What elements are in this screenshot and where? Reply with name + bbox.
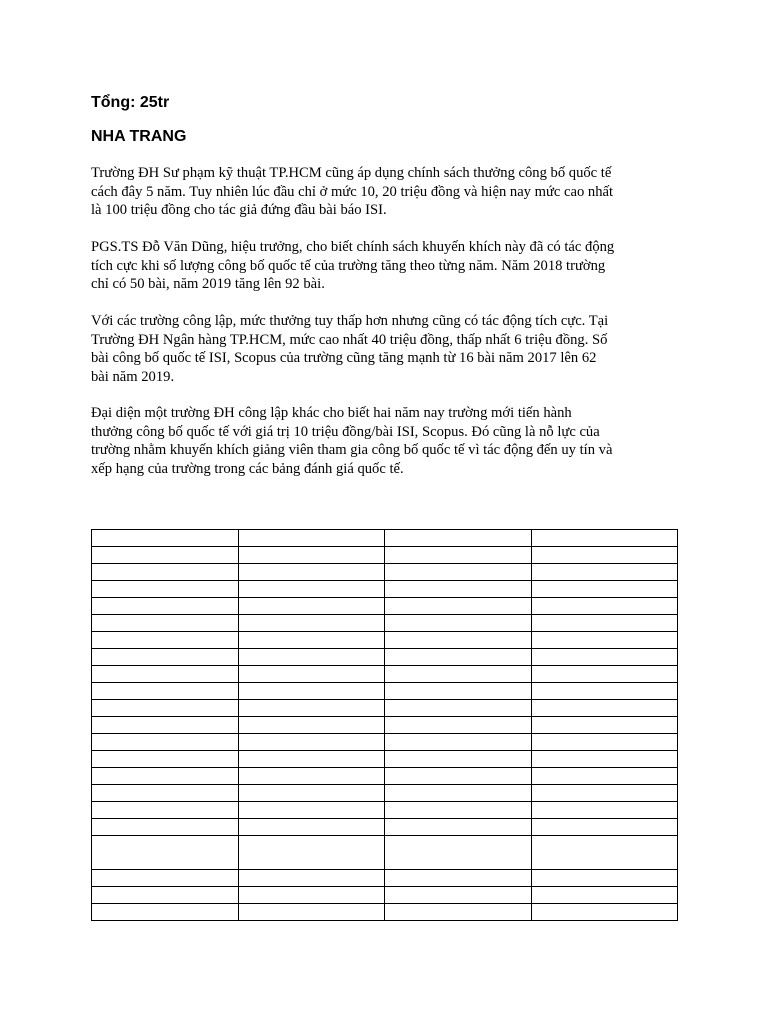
table-row (92, 819, 678, 836)
table-cell (92, 615, 239, 632)
paragraph-2 (91, 238, 691, 294)
table-body (92, 530, 678, 921)
table-cell (385, 683, 532, 700)
table-cell (238, 887, 385, 904)
paragraph-line: xếp hạng của trường trong các bảng đánh giá quốc tế. (91, 460, 404, 477)
table-cell (531, 734, 678, 751)
table-cell (385, 547, 532, 564)
table-cell (92, 887, 239, 904)
table-cell (531, 802, 678, 819)
table-cell (92, 785, 239, 802)
table-cell (385, 717, 532, 734)
table-cell (92, 564, 239, 581)
table-cell (238, 615, 385, 632)
table-cell (385, 564, 532, 581)
paragraph-line: bài năm 2019. (91, 368, 175, 385)
paragraph-line: Trường ĐH Ngân hàng TP.HCM, mức cao nhất 40 triệu đồng, thấp nhất 6 triệu đồng. Số (91, 331, 608, 348)
table-cell (238, 598, 385, 615)
table-cell (531, 785, 678, 802)
table-cell (92, 530, 239, 547)
table-row (92, 836, 678, 870)
table-cell (531, 547, 678, 564)
table-cell (531, 632, 678, 649)
table-cell (531, 666, 678, 683)
table-cell (238, 564, 385, 581)
table-cell (92, 751, 239, 768)
table-cell (92, 717, 239, 734)
table-cell (92, 632, 239, 649)
table-row (92, 768, 678, 785)
table-row (92, 615, 678, 632)
table-cell (92, 700, 239, 717)
table-cell (531, 768, 678, 785)
table-cell (238, 904, 385, 921)
table-cell (385, 819, 532, 836)
table-cell (531, 530, 678, 547)
table-cell (92, 802, 239, 819)
table-cell (531, 836, 678, 870)
table-cell (531, 683, 678, 700)
paragraph-3 (91, 312, 691, 386)
paragraph-line: tích cực khi số lượng công bố quốc tế của trường tăng theo từng năm. Năm 2018 trường (91, 257, 606, 274)
table-cell (92, 734, 239, 751)
table-row (92, 632, 678, 649)
table-cell (531, 581, 678, 598)
paragraph-line: thưởng công bố quốc tế với giá trị 10 triệu đồng/bài ISI, Scopus. Đó cũng là nỗ lực của (91, 423, 600, 440)
table-cell (531, 700, 678, 717)
table-cell (92, 836, 239, 870)
table-row (92, 530, 678, 547)
paragraph-line: cách đây 5 năm. Tuy nhiên lúc đầu chỉ ở mức 10, 20 triệu đồng và hiện nay mức cao nhất (91, 183, 614, 200)
table-row (92, 870, 678, 887)
table-cell (385, 615, 532, 632)
table-cell (238, 666, 385, 683)
table-cell (385, 904, 532, 921)
table-cell (238, 649, 385, 666)
table-cell (385, 734, 532, 751)
paragraph-line: là 100 triệu đồng cho tác giả đứng đầu bài báo ISI. (91, 202, 387, 219)
table-cell (92, 768, 239, 785)
table-row (92, 785, 678, 802)
table-cell (385, 836, 532, 870)
paragraph-line: bài công bố quốc tế ISI, Scopus của trường cũng tăng mạnh từ 16 bài năm 2017 lên 62 (91, 350, 597, 367)
table-row (92, 751, 678, 768)
table-row (92, 904, 678, 921)
table-row (92, 802, 678, 819)
table-cell (92, 598, 239, 615)
table-cell (238, 632, 385, 649)
table-cell (92, 904, 239, 921)
table-row (92, 683, 678, 700)
table-cell (238, 819, 385, 836)
section-heading: NHA TRANG (91, 128, 187, 145)
table-cell (92, 870, 239, 887)
table-cell (531, 751, 678, 768)
table-cell (385, 700, 532, 717)
table-cell (238, 870, 385, 887)
table-row (92, 649, 678, 666)
table-cell (238, 734, 385, 751)
table-cell (531, 904, 678, 921)
table-cell (531, 717, 678, 734)
table-cell (385, 598, 532, 615)
table-cell (385, 751, 532, 768)
table-row (92, 547, 678, 564)
table-cell (531, 615, 678, 632)
table-cell (385, 785, 532, 802)
table-cell (385, 649, 532, 666)
table-cell (92, 581, 239, 598)
paragraph-1 (91, 164, 691, 220)
table-cell (238, 700, 385, 717)
table-row (92, 581, 678, 598)
table-cell (238, 547, 385, 564)
empty-table (91, 529, 678, 921)
table-cell (385, 581, 532, 598)
table-cell (531, 887, 678, 904)
table-cell (531, 598, 678, 615)
paragraph-line: PGS.TS Đỗ Văn Dũng, hiệu trưởng, cho biết chính sách khuyến khích này đã có tác động (91, 239, 615, 255)
paragraph-line: Với các trường công lập, mức thưởng tuy thấp hơn nhưng cũng có tác động tích cực. Tại (91, 313, 609, 329)
table-cell (385, 666, 532, 683)
total-heading: Tổng: 25tr (91, 94, 170, 111)
table-cell (238, 581, 385, 598)
paragraph-line: Trường ĐH Sư phạm kỹ thuật TP.HCM cũng áp dụng chính sách thưởng công bố quốc tế (91, 165, 612, 181)
table-cell (385, 887, 532, 904)
table-cell (92, 649, 239, 666)
table-cell (238, 785, 385, 802)
paragraph-line: Đại diện một trường ĐH công lập khác cho biết hai năm nay trường mới tiến hành (91, 405, 572, 421)
table-cell (238, 768, 385, 785)
table-cell (92, 547, 239, 564)
table-cell (238, 683, 385, 700)
table-cell (92, 819, 239, 836)
paragraph-line: trường nhằm khuyến khích giảng viên tham gia công bố quốc tế vì tác động đến uy tín và (91, 442, 613, 459)
table-cell (92, 683, 239, 700)
paragraph-4 (91, 404, 691, 478)
table-cell (531, 819, 678, 836)
table-cell (531, 564, 678, 581)
table-cell (385, 632, 532, 649)
table-cell (238, 717, 385, 734)
table-cell (238, 836, 385, 870)
table-cell (531, 649, 678, 666)
table-row (92, 887, 678, 904)
table-row (92, 564, 678, 581)
table-row (92, 700, 678, 717)
table-cell (385, 768, 532, 785)
table-cell (238, 802, 385, 819)
table-cell (238, 751, 385, 768)
table-cell (92, 666, 239, 683)
table-cell (531, 870, 678, 887)
paragraph-line: chỉ có 50 bài, năm 2019 tăng lên 92 bài. (91, 276, 325, 293)
table-row (92, 666, 678, 683)
table-cell (385, 530, 532, 547)
table-cell (385, 870, 532, 887)
table-row (92, 717, 678, 734)
table-row (92, 734, 678, 751)
table-row (92, 598, 678, 615)
table-cell (385, 802, 532, 819)
table-cell (238, 530, 385, 547)
